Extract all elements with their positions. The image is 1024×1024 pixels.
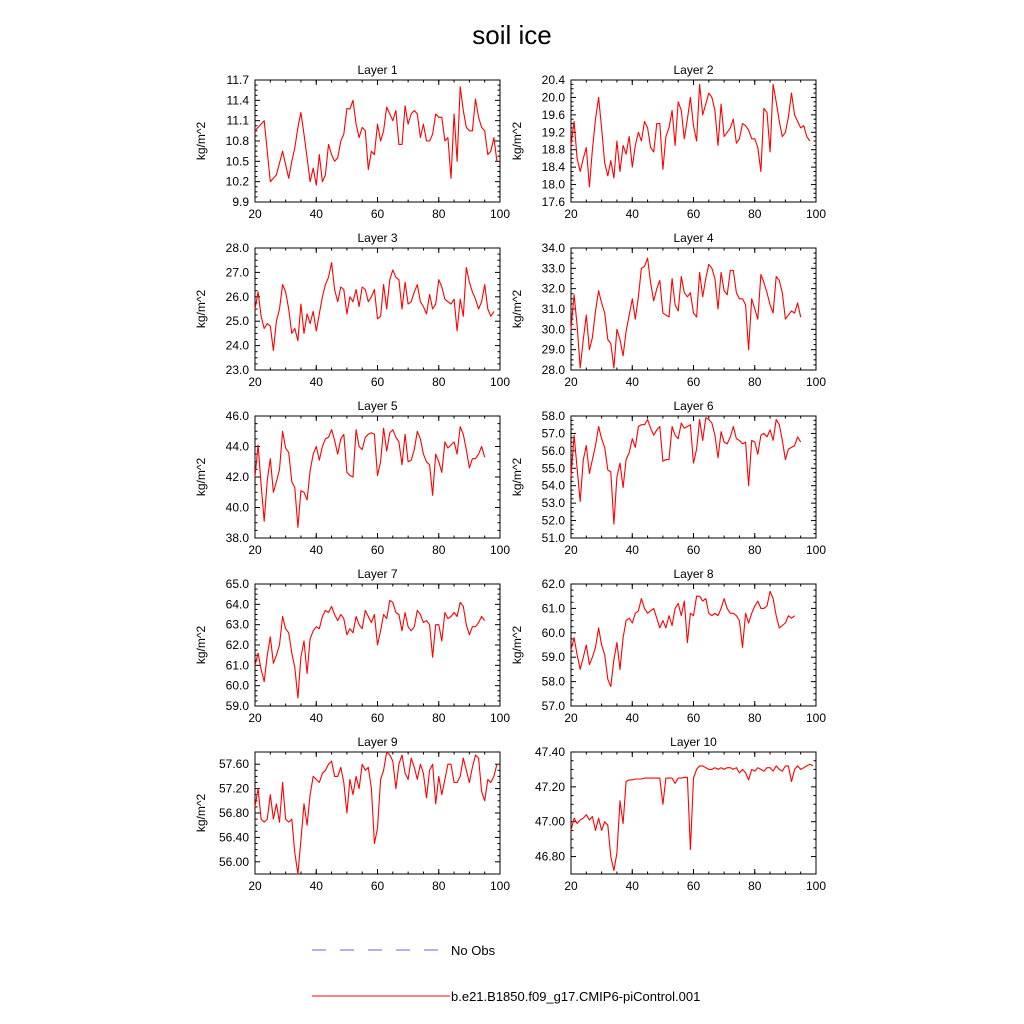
x-tick-label: 60: [370, 207, 385, 221]
y-tick-label: 47.20: [534, 779, 565, 794]
x-tick-label: 40: [309, 879, 323, 893]
panel-title: Layer 10: [670, 735, 717, 749]
y-tick-label: 28.0: [541, 363, 565, 377]
y-tick-label: 23.0: [225, 363, 249, 377]
x-tick-label: 100: [489, 543, 511, 557]
y-tick-label: 31.0: [541, 302, 565, 316]
y-tick-label: 24.0: [225, 338, 249, 353]
y-tick-label: 56.0: [541, 443, 565, 458]
x-tick-label: 60: [686, 207, 701, 221]
x-tick-label: 20: [248, 879, 262, 893]
y-tick-label: 40.0: [225, 500, 249, 515]
panels: [194, 63, 826, 893]
panel-layer-8: [510, 567, 826, 725]
y-tick-label: 26.0: [225, 289, 249, 304]
y-tick-label: 58.0: [541, 409, 565, 423]
y-tick-label: 62.0: [541, 577, 565, 591]
x-tick-label: 80: [748, 879, 762, 893]
x-tick-label: 20: [248, 375, 262, 389]
series-line: [571, 591, 795, 686]
x-tick-label: 40: [625, 879, 639, 893]
y-tick-label: 57.60: [218, 757, 249, 772]
y-tick-label: 57.0: [541, 426, 565, 441]
panel-layer-7: [194, 567, 510, 725]
plot-frame: [571, 584, 816, 706]
panel-layer-3: [194, 231, 510, 389]
x-tick-label: 80: [432, 543, 446, 557]
panel-title: Layer 9: [357, 735, 398, 749]
x-tick-label: 20: [564, 207, 578, 221]
x-tick-label: 60: [686, 375, 701, 389]
y-tick-label: 62.0: [225, 638, 249, 652]
x-tick-label: 40: [309, 543, 323, 557]
plot-frame: [571, 416, 816, 538]
y-axis-label: kg/m^2: [510, 457, 524, 497]
x-tick-label: 100: [805, 207, 827, 221]
x-tick-label: 100: [805, 543, 827, 557]
y-tick-label: 20.4: [541, 73, 565, 87]
y-axis-label: kg/m^2: [194, 121, 208, 161]
y-tick-label: 46.80: [534, 849, 565, 864]
plot-frame: [571, 752, 816, 874]
x-tick-label: 20: [248, 207, 262, 221]
series-line: [255, 427, 485, 528]
y-axis-label: kg/m^2: [510, 625, 524, 665]
plot-frame: [571, 248, 816, 370]
y-tick-label: 52.0: [541, 513, 565, 528]
y-axis-label: kg/m^2: [510, 289, 524, 329]
y-tick-label: 56.00: [218, 854, 249, 869]
panel-title: Layer 3: [357, 231, 398, 245]
y-axis-label: kg/m^2: [194, 625, 208, 665]
y-axis-label: kg/m^2: [510, 121, 524, 161]
x-tick-label: 40: [309, 207, 323, 221]
y-tick-label: 32.0: [541, 281, 565, 296]
y-tick-label: 42.0: [225, 470, 249, 484]
x-tick-label: 100: [805, 375, 827, 389]
y-tick-label: 34.0: [541, 241, 565, 255]
plot-frame: [255, 752, 500, 874]
x-tick-label: 100: [489, 207, 511, 221]
series-line: [571, 764, 813, 870]
x-tick-label: 100: [489, 711, 511, 725]
y-tick-label: 47.40: [534, 745, 565, 759]
x-tick-label: 80: [432, 375, 446, 389]
y-tick-label: 11.1: [226, 113, 249, 128]
x-tick-label: 40: [309, 375, 323, 389]
plot-frame: [255, 80, 500, 202]
y-tick-label: 33.0: [541, 261, 565, 276]
series-line: [571, 84, 810, 186]
x-tick-label: 100: [489, 375, 511, 389]
panel-title: Layer 8: [673, 567, 714, 581]
series-line: [255, 600, 485, 698]
y-tick-label: 59.0: [541, 650, 565, 665]
x-tick-label: 100: [805, 879, 827, 893]
series-line: [571, 418, 801, 524]
y-tick-label: 30.0: [541, 322, 565, 337]
panel-title: Layer 1: [357, 63, 398, 77]
x-tick-label: 80: [432, 207, 446, 221]
panel-layer-1: [194, 63, 510, 221]
x-tick-label: 80: [748, 375, 762, 389]
x-tick-label: 80: [748, 207, 762, 221]
panel-title: Layer 5: [357, 399, 398, 413]
y-tick-label: 65.0: [225, 577, 249, 591]
legend-model-label: b.e21.B1850.f09_g17.CMIP6-piControl.001: [451, 989, 701, 1004]
y-tick-label: 11.7: [226, 73, 249, 87]
x-tick-label: 40: [625, 207, 639, 221]
x-tick-label: 40: [309, 711, 323, 725]
x-tick-label: 60: [686, 543, 701, 557]
y-tick-label: 56.40: [218, 830, 249, 845]
x-tick-label: 100: [489, 879, 511, 893]
y-tick-label: 47.00: [534, 814, 565, 829]
figure-title: soil ice: [472, 20, 552, 50]
y-tick-label: 53.0: [541, 496, 565, 511]
series-line: [255, 263, 494, 351]
series-line: [255, 752, 497, 874]
y-tick-label: 28.0: [225, 241, 249, 255]
x-tick-label: 60: [686, 879, 701, 893]
y-tick-label: 19.6: [541, 107, 565, 122]
x-tick-label: 20: [564, 543, 578, 557]
x-tick-label: 60: [370, 375, 385, 389]
x-tick-label: 40: [625, 711, 639, 725]
x-tick-label: 100: [805, 711, 827, 725]
x-tick-label: 20: [248, 543, 262, 557]
panel-title: Layer 6: [673, 399, 714, 413]
x-tick-label: 60: [370, 711, 385, 725]
x-tick-label: 80: [432, 879, 446, 893]
y-tick-label: 38.0: [225, 531, 249, 545]
x-tick-label: 60: [370, 543, 385, 557]
y-tick-label: 55.0: [541, 461, 565, 476]
y-tick-label: 60.0: [541, 625, 565, 640]
y-tick-label: 58.0: [541, 674, 565, 689]
y-axis-label: kg/m^2: [194, 457, 208, 497]
y-tick-label: 27.0: [225, 265, 249, 280]
x-tick-label: 40: [625, 543, 639, 557]
panel-layer-5: [194, 399, 510, 557]
x-tick-label: 20: [564, 375, 578, 389]
y-tick-label: 56.80: [218, 806, 249, 820]
y-tick-label: 57.20: [218, 781, 249, 796]
x-tick-label: 60: [370, 879, 385, 893]
panel-layer-4: [510, 231, 826, 389]
y-tick-label: 51.0: [541, 531, 565, 545]
y-tick-label: 61.0: [225, 658, 249, 673]
y-tick-label: 20.0: [541, 90, 565, 105]
panel-layer-6: [510, 399, 826, 557]
y-tick-label: 60.0: [225, 678, 249, 693]
y-tick-label: 29.0: [541, 342, 565, 357]
y-tick-label: 57.0: [541, 699, 565, 713]
legend: [312, 943, 700, 1004]
y-tick-label: 46.0: [225, 409, 249, 423]
panel-layer-2: [510, 63, 826, 221]
x-tick-label: 20: [564, 879, 578, 893]
y-tick-label: 18.4: [541, 160, 565, 175]
panel-layer-9: [194, 735, 510, 893]
series-line: [571, 258, 801, 368]
y-tick-label: 17.6: [541, 195, 565, 209]
x-tick-label: 80: [748, 543, 762, 557]
panel-title: Layer 7: [357, 567, 398, 581]
y-tick-label: 11.4: [226, 93, 249, 108]
y-tick-label: 61.0: [541, 601, 565, 616]
x-tick-label: 20: [564, 711, 578, 725]
y-axis-label: kg/m^2: [194, 289, 208, 329]
y-tick-label: 10.2: [225, 174, 249, 189]
panel-layer-10: [535, 735, 826, 893]
x-tick-label: 20: [248, 711, 262, 725]
series-line: [255, 87, 497, 185]
x-tick-label: 80: [748, 711, 762, 725]
y-tick-label: 64.0: [225, 597, 249, 612]
y-axis-label: kg/m^2: [194, 793, 208, 833]
y-tick-label: 44.0: [225, 439, 249, 454]
y-tick-label: 9.9: [232, 195, 249, 209]
x-tick-label: 80: [432, 711, 446, 725]
panel-title: Layer 4: [673, 231, 714, 245]
y-tick-label: 18.0: [541, 177, 565, 192]
y-tick-label: 59.0: [225, 699, 249, 713]
y-tick-label: 10.8: [225, 134, 249, 148]
x-tick-label: 40: [625, 375, 639, 389]
panel-title: Layer 2: [673, 63, 714, 77]
y-tick-label: 63.0: [225, 617, 249, 632]
y-tick-label: 10.5: [225, 154, 249, 169]
x-tick-label: 60: [686, 711, 701, 725]
legend-obs-label: No Obs: [451, 943, 496, 958]
y-tick-label: 19.2: [541, 125, 565, 140]
y-tick-label: 25.0: [225, 314, 249, 329]
plot-frame: [571, 80, 816, 202]
y-tick-label: 54.0: [541, 478, 565, 493]
y-tick-label: 18.8: [541, 142, 565, 157]
